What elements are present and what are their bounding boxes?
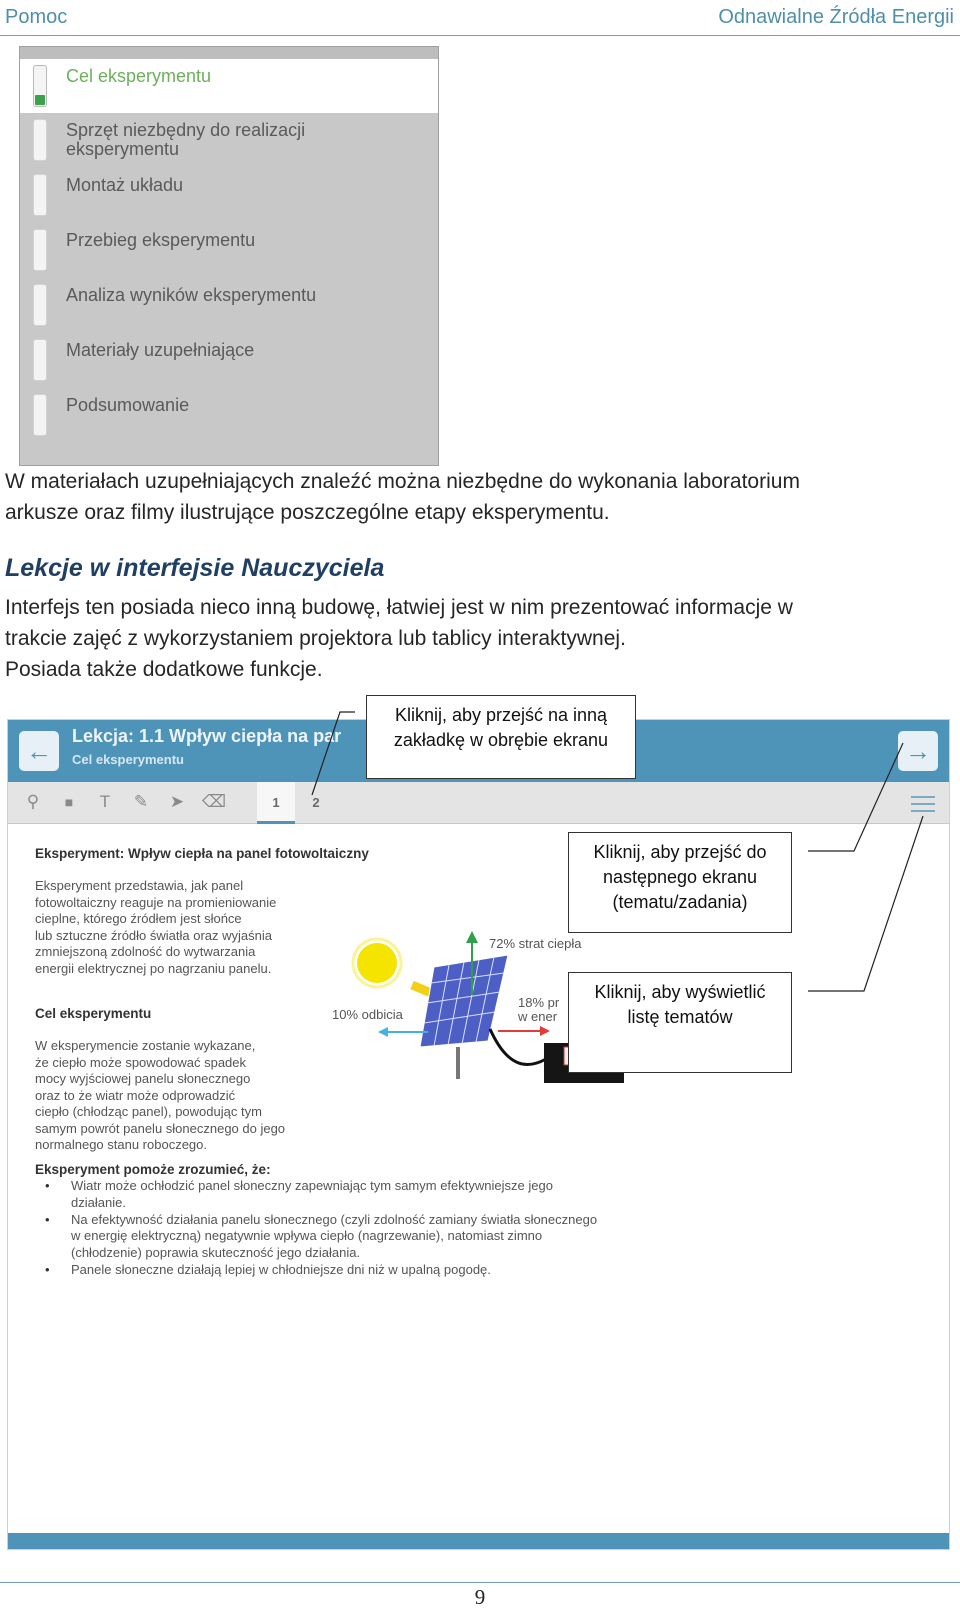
callout-line: Kliknij, aby przejść na inną [394,705,608,725]
menu-item-sprzet[interactable] [20,113,438,167]
progress-bar [33,339,47,381]
text-line: oraz to że wiatr może odprowadzić [35,1087,236,1103]
paragraph-1 [5,466,800,528]
intro-text [35,878,276,977]
text-line: mocy wyjściowej panelu słonecznego [35,1071,251,1086]
eraser-icon[interactable]: ⌫ [202,792,227,811]
tab-1[interactable]: 1 [257,782,295,824]
menu-item-montaz[interactable] [20,168,438,222]
arrow-left-icon[interactable]: ← [19,731,59,771]
lesson-content [8,824,949,1504]
text-line: W eksperymencie zostanie wykazane, [35,1038,256,1053]
footer-rule [0,1582,960,1583]
menu-item-label: Cel eksperymentu [66,66,212,86]
callout-tabs [366,695,636,779]
paragraph-2 [5,592,793,685]
text-line: zmniejszoną zdolność do wytwarzania [35,944,256,959]
teacher-interface-screenshot [7,719,950,1550]
menu-item-label: Sprzęt niezbędny do realizacji eksperymentu [66,120,306,159]
progress-bar [33,394,47,436]
content-heading: Eksperyment pomoże zrozumieć, że: [35,1162,271,1177]
text-line: Interfejs ten posiada nieco inną budowę, łatwiej jest w nim prezentować informacje w [5,596,793,619]
callout-line: Kliknij, aby przejść do [593,842,767,862]
content-heading: Eksperyment: Wpływ ciepła na panel fotowoltaiczny [35,846,369,861]
cursor-icon[interactable]: ➤ [169,792,185,811]
energy-label: w ener [518,1009,558,1024]
text-line: (chłodzenie) poprawia skuteczność jego działania. [71,1245,361,1261]
tab-2[interactable]: 2 [312,795,320,810]
menu-item-label: Materiały uzupełniające [66,340,255,360]
text-line: • Wiatr może ochłodzić panel słoneczny zapewniając tym samym efektywniejsze jego [71,1178,553,1193]
pen-icon[interactable]: ✎ [133,792,149,811]
menu-item-label: Przebieg eksperymentu [66,230,256,250]
section-title: Lekcje w interfejsie Nauczyciela [5,554,385,582]
energy-label: 18% pr [518,995,560,1010]
arrow-right-icon[interactable]: → [898,731,938,771]
menu-item-przebieg[interactable] [20,223,438,277]
page-header [0,0,960,36]
menu-item-analiza[interactable] [20,278,438,332]
menu-item-label: Podsumowanie [66,395,190,415]
header-right-title: Odnawialne Źródła Energii [718,6,954,28]
app-footer-bar [8,1533,949,1549]
list-item [35,1262,675,1279]
callout-line: (tematu/zadania) [612,892,748,912]
bullet-list [35,1178,675,1279]
text-line: energii elektrycznej po nagrzaniu panelu. [35,960,272,976]
callout-topic-list [568,972,792,1073]
text-line: Eksperyment przedstawia, jak panel [35,878,244,893]
stop-icon[interactable]: ■ [64,794,74,810]
sun-icon [357,943,397,983]
menu-item-label: Analiza wyników eksperymentu [66,285,317,305]
progress-bar [33,65,47,107]
text-line: cieplne, którego źródłem jest słońce [35,911,242,926]
menu-item-materialy[interactable] [20,333,438,387]
text-line: działanie. [71,1194,126,1210]
text-line: normalnego stanu roboczego. [35,1137,208,1152]
text-line: • Panele słoneczne działają lepiej w chłodniejsze dni niż w upalną pogodę. [71,1261,491,1277]
heat-loss-label: 72% strat ciepła [489,936,582,951]
lesson-title: Lekcja: 1.1 Wpływ ciepła na par [72,726,342,746]
callout-line: Kliknij, aby wyświetlić [594,982,766,1002]
text-line: lub sztuczne źródło światła oraz wyjaśnia [35,927,272,943]
zoom-icon[interactable]: ⚲ [26,792,40,811]
text-line: że ciepło może spowodować spadek [35,1054,247,1070]
list-item [35,1212,675,1262]
text-line: ciepło (chłodząc panel), powodując tym [35,1104,262,1119]
progress-bar [33,174,47,216]
text-line: • Na efektywność działania panelu słonecznego (czyli zdolność zamiany światła słonecznego [71,1211,598,1227]
text-line: Posiada także dodatkowe funkcje. [5,658,323,681]
callout-line: zakładkę w obrębie ekranu [393,730,609,750]
progress-fill [35,95,45,105]
text-line: arkusze oraz filmy ilustrujące poszczególne etapy eksperymentu. [5,501,610,524]
progress-bar [33,284,47,326]
panel-cable [490,1029,546,1065]
text-icon[interactable]: T [99,792,111,811]
progress-bar [33,229,47,271]
lesson-subtitle: Cel eksperymentu [72,752,184,767]
reflection-label: 10% odbicia [332,1007,403,1022]
header-left-title: Pomoc [5,6,68,28]
list-item [35,1178,675,1212]
lesson-menu-screenshot [19,46,439,466]
text-line: trakcie zajęć z wykorzystaniem projektora lub tablicy interaktywnej. [5,627,626,650]
content-heading: Cel eksperymentu [35,1006,152,1021]
menu-item-label: Montaż układu [66,175,184,195]
progress-bar [33,119,47,161]
goal-text [35,1038,285,1154]
menu-top-strip [20,47,438,59]
menu-item-podsumowanie[interactable] [20,388,438,442]
text-line: samym powrót panelu słonecznego do jego [35,1120,286,1136]
menu-item-cel[interactable] [20,59,438,113]
callout-line: następnego ekranu [602,867,758,887]
text-line: w energię elektryczną) negatywnie wpływa ciepło (nagrzewanie), natomiast zimno [71,1228,543,1244]
page-number: 9 [474,1585,486,1609]
toolbar [8,782,949,824]
callout-next-screen [568,832,792,933]
menu-list-icon[interactable] [911,796,935,812]
text-line: W materiałach uzupełniających znaleźć można niezbędne do wykonania laboratorium [5,470,800,493]
callout-line: listę tematów [627,1007,733,1027]
text-line: fotowoltaiczny reaguje na promieniowanie [35,894,277,910]
